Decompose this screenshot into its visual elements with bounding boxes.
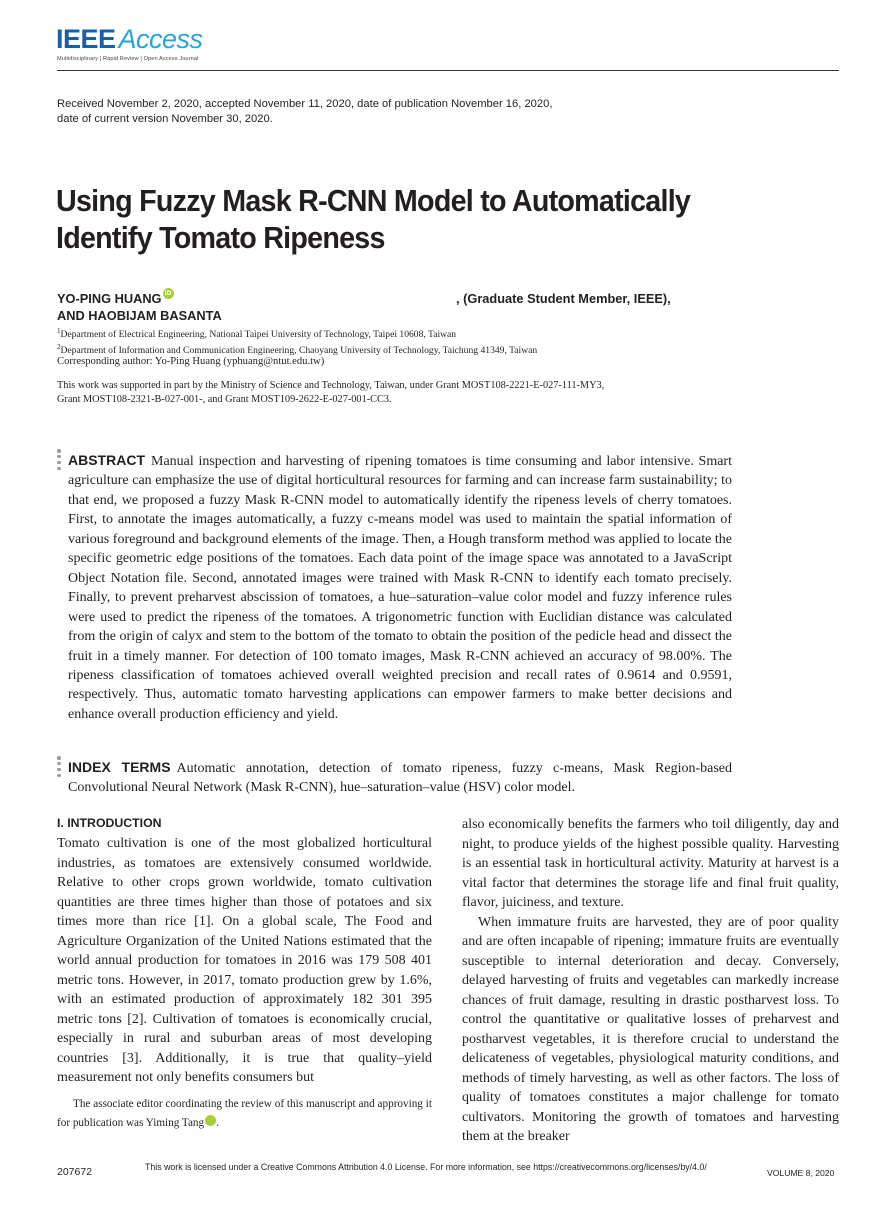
logo-tagline: Multidisciplinary | Rapid Review | Open Access Journal: [57, 56, 199, 62]
affiliation-2-text: Department of Information and Communication Engineering, Chaoyang University of Technology, Taichung 41349, Taiwan: [60, 345, 538, 357]
publication-dates: [57, 97, 552, 127]
affiliation-1: [57, 325, 537, 341]
journal-logo: [56, 24, 203, 55]
index-terms: [68, 758, 732, 798]
funding-line-2: Grant MOST108-2321-B-027-001-, and Grant MOST109-2622-E-027-001-CC3.: [57, 393, 392, 405]
affiliation-2-num: 2: [57, 343, 61, 352]
orcid-icon[interactable]: iD: [164, 290, 172, 297]
footnote-text: The associate editor coordinating the review of this manuscript and approving it for publication was Yiming Tang: [57, 1098, 432, 1129]
page-number: 207672: [57, 1166, 93, 1178]
right-column: [462, 815, 839, 1147]
index-terms-text: Automatic annotation, detection of tomato ripeness, fuzzy c-means, Mask Region-based Convolutional Neural Network (Mask R-CNN), hue–saturation–value (HSV) color model.: [68, 761, 732, 796]
dates-line-2: date of current version November 30, 2020.: [57, 113, 273, 125]
affiliation-1-num: 1: [57, 327, 61, 335]
author-1-name: YO-PING HUANG: [57, 291, 162, 306]
paper-title: Using Fuzzy Mask R-CNN Model to Automatically Identify Tomato Ripeness: [56, 184, 691, 255]
abstract-label: ABSTRACT: [68, 452, 145, 468]
funding-line-1: This work was supported in part by the Ministry of Science and Technology, Taiwan, under Grant MOST108-2221-E-027-111-MY3,: [57, 380, 605, 391]
abstract-dots-icon: [57, 449, 61, 473]
logo-ieee-text: IEEE: [56, 24, 116, 54]
left-column: [57, 834, 432, 1088]
logo-access-text: Access: [118, 24, 203, 54]
editor-footnote: The associate editor coordinating the review of this manuscript and approving it for publication was Yiming Tang iD.: [57, 1098, 432, 1129]
volume-label: VOLUME 8, 2020: [767, 1168, 835, 1178]
corresponding-author: Corresponding author: Yo-Ping Huang (yphuang@ntut.edu.tw): [57, 356, 325, 367]
funding-statement: [57, 379, 604, 406]
index-terms-dots-icon: [57, 756, 61, 780]
intro-paragraph-1: Tomato cultivation is one of the most globalized horticultural industries, as tomatoes are extensively consumed worldwide. Relative to other crops grown worldwide, tomato cultivation quantities are three times higher than those of potatoes and six times more than rice [1]. On a global scale, The Food and Agriculture Organization of the United Nations estimated that the world annual production for tomatoes in 2016 was 179 508 401 metric tons. However, in 2017, tomato production grew by 1.6%, with an estimated production of approximately 182 301 395 metric tons [2]. Cultivation of tomatoes is economically crucial, especially in rural and suburban areas of most developing countries [3]. Additionally, it is true that quality–yield measurement not only benefits consumers but: [57, 836, 432, 1085]
author-list: [57, 290, 671, 324]
affiliation-1-text: Department of Electrical Engineering, National Taipei University of Technology, Taipei 10608, Taiwan: [60, 329, 457, 341]
header-divider: [57, 70, 839, 71]
abstract-text: Manual inspection and harvesting of ripening tomatoes is time consuming and labor intensive. Smart agriculture can emphasize the use of digital horticultural resources for farming and can increase farm sustainability; to that end, we proposed a fuzzy Mask R-CNN model to automatically identify the ripeness levels of cherry tomatoes. First, to annotate the images automatically, a fuzzy c-means model was used to maintain the spatial information of various foreground and background elements of the image. Then, a Hough transform method was applied to locate the specific geometric edge positions of the tomatoes. Each data point of the image space was annotated to a JavaScript Object Notation file. Second, annotated images were trained with Mask R-CNN to identify each tomato precisely. Finally, to prevent preharvest abscission of tomatoes, a hue–saturation–value color model and fuzzy inference rules were used to predict the ripeness of the tomatoes. A trigonometric function with Euclidian distance was calculated from the origin of calyx and stem to the bottom of the tomato to obtain the position of the pedicle head and dissect the fruit in a timely manner. For detection of 100 tomato images, Mask R-CNN achieved an accuracy of 98.00%. The ripeness classification of tomatoes achieved overall weighted precision and recall rates of 0.9614 and 0.9591, respectively. Thus, automatic tomato harvesting applications can empower farmers to make better decisions and enhance overall production efficiency and yield.: [68, 454, 732, 722]
author-2-name: AND HAOBIJAM BASANTA: [57, 308, 222, 323]
affiliations: [57, 325, 537, 357]
license-notice[interactable]: This work is licensed under a Creative Commons Attribution 4.0 License. For more information, see https://creativecommons.org/licenses/by/4.0/: [145, 1162, 707, 1172]
footnote-orcid-icon[interactable]: iD: [205, 1115, 216, 1126]
abstract: [68, 451, 732, 724]
index-terms-label: INDEX TERMS: [68, 759, 171, 775]
affiliation-2: [57, 341, 537, 357]
author-1-grade: , (Graduate Student Member, IEEE),: [456, 291, 671, 306]
intro-paragraph-2: When immature fruits are harvested, they are of poor quality and are often incapable of ripening; immature fruits are eventually susceptible to internal deterioration and decay. Conversely, delayed harvesting of fruits and vegetables can markedly increase chances of fruit damage, resulting in drastic postharvest loss. To control the quantitative or qualitative losses of preharvest and postharvest vegetables, it is therefore crucial to understand the delicateness of vegetables, physiological maturity conditions, and methods of timely harvesting, as well as other factors. The loss of quality of tomatoes constitutes a major challenge for tomato cultivators. Monitoring the growth of tomatoes and harvesting them at the breaker: [462, 914, 839, 1144]
section-heading: I. INTRODUCTION: [57, 816, 162, 830]
intro-paragraph-1-cont: also economically benefits the farmers who toil diligently, day and night, to produce yields of the highest possible quality. Harvesting is an essential task in horticultural activity. Maturity at harvest is a vital factor that determines the storage life and final fruit quality, flavor, juiciness, and texture.: [462, 817, 839, 910]
dates-line-1: Received November 2, 2020, accepted November 11, 2020, date of publication November 16, 2020,: [57, 98, 553, 110]
